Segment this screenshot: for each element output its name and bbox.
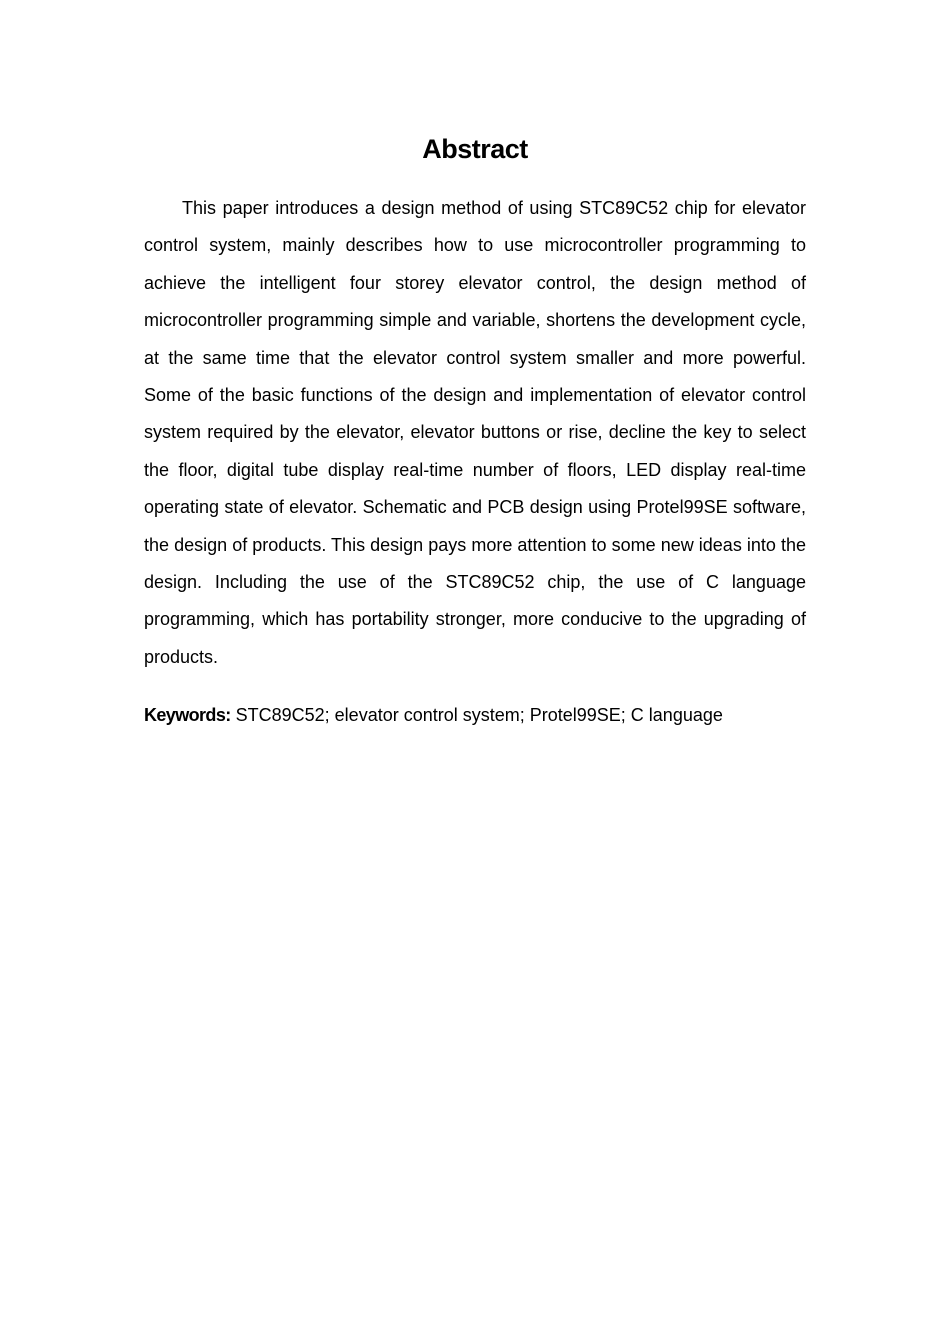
keywords-label: Keywords: — [144, 705, 231, 725]
keywords-line — [144, 700, 844, 730]
abstract-body: This paper introduces a design method of using STC89C52 chip for elevator control system, mainly describes how to use microcontroller programming to achieve the intelligent four storey elevator control, the design method of microcontroller programming simple and variable, shortens the development cycle, at the same time that the elevator control system smaller and more powerful. Some of the basic functions of the design and implementation of elevator control system required by the elevator, elevator buttons or rise, decline the key to select the floor, digital tube display real-time number of floors, LED display real-time operating state of elevator. Schematic and PCB design using Protel99SE software, the design of products. This design pays more attention to some new ideas into the design. Including the use of the STC89C52 chip, the use of C language programming, which has portability stronger, more conducive to the upgrading of products. — [144, 198, 806, 667]
keywords-text: STC89C52; elevator control system; Protel99SE; C language — [230, 705, 723, 725]
abstract-title: Abstract — [422, 134, 528, 164]
